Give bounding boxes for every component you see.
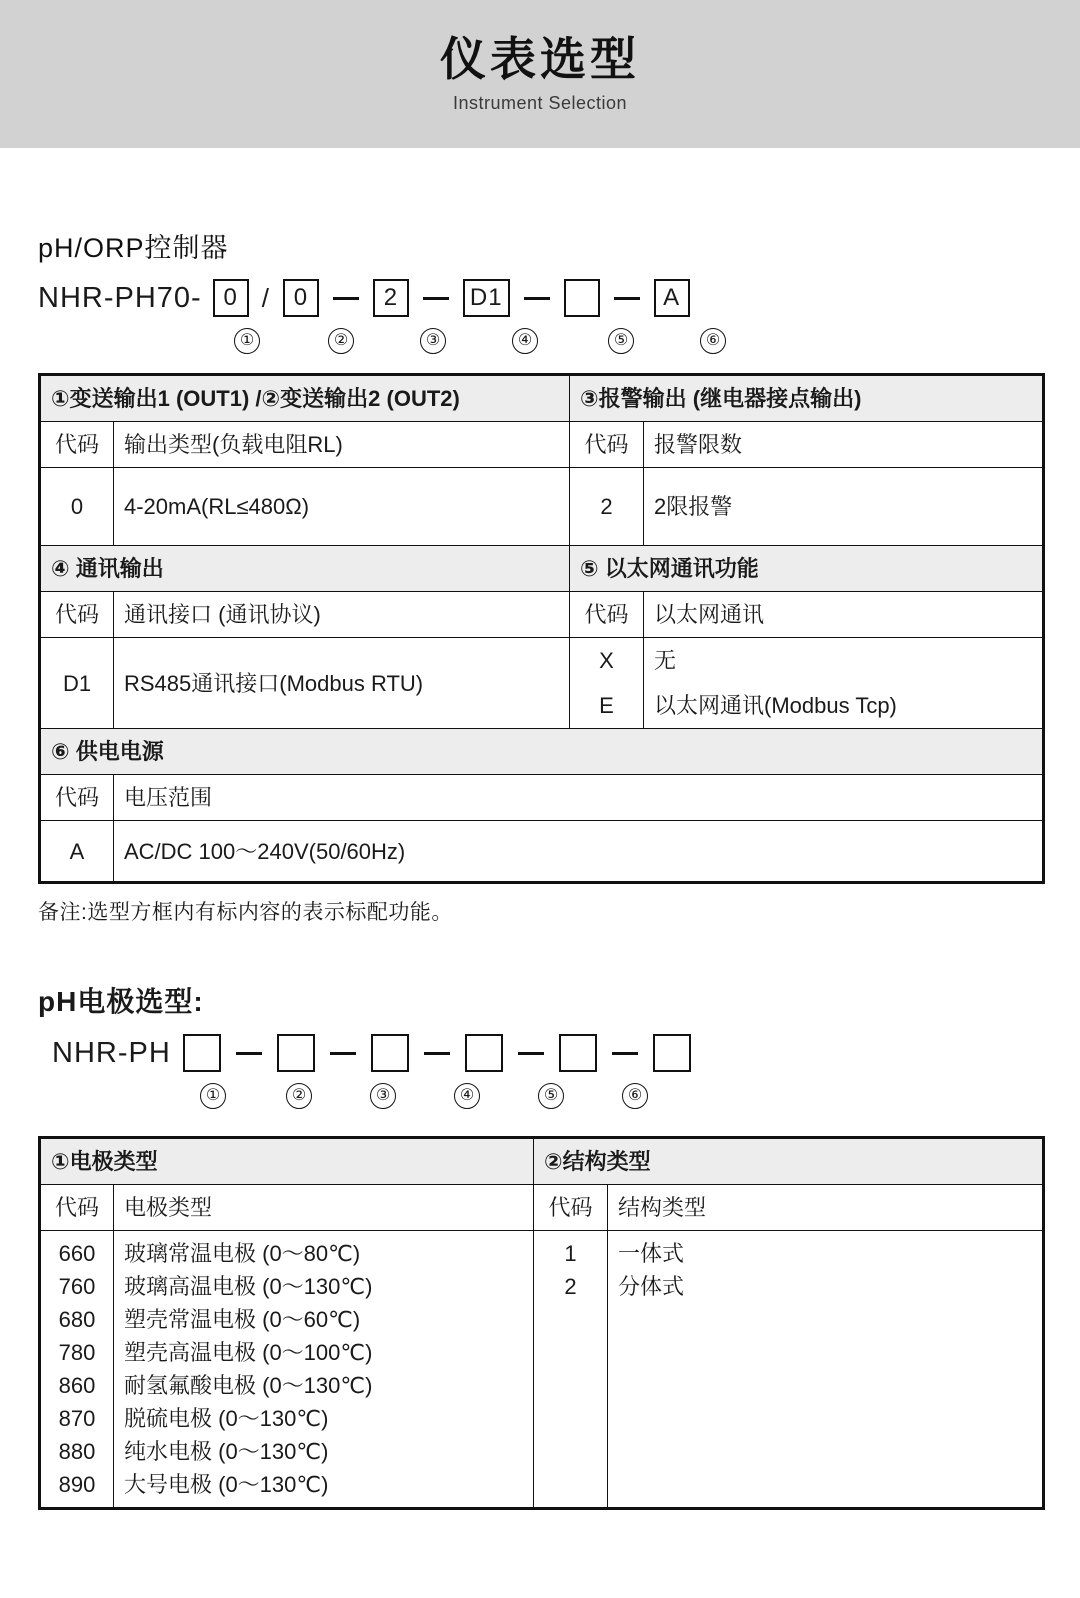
table2-row1-code-right: E bbox=[570, 683, 644, 729]
list-item: 塑壳高温电极 (0～100℃) bbox=[124, 1340, 373, 1365]
table2-row0-code-left: D1 bbox=[40, 638, 114, 729]
table1-header-right: ③报警输出 (继电器接点输出) bbox=[570, 375, 1044, 422]
controller-note: 备注:选型方框内有标内容的表示标配功能。 bbox=[38, 901, 453, 924]
table2-header-left: ④ 通讯输出 bbox=[40, 546, 570, 592]
dash-icon bbox=[330, 1052, 356, 1055]
dash-icon bbox=[236, 1052, 262, 1055]
table3-col-name: 电压范围 bbox=[114, 775, 1044, 821]
electrode-code-box-3[interactable] bbox=[371, 1034, 409, 1072]
electrode-marker-2: ② bbox=[286, 1083, 312, 1109]
table2-col-name-left: 通讯接口 (通讯协议) bbox=[114, 592, 570, 638]
table2-row0-name-right: 无 bbox=[644, 638, 1044, 684]
marker-1: ① bbox=[234, 328, 260, 354]
electrode-code-box-6[interactable] bbox=[653, 1034, 691, 1072]
table-row bbox=[40, 375, 1044, 422]
electrode-marker-3: ③ bbox=[370, 1083, 396, 1109]
code-box-6[interactable]: A bbox=[654, 279, 690, 317]
table-row bbox=[40, 468, 1044, 546]
table-row bbox=[40, 821, 1044, 883]
electrode-marker-row bbox=[52, 1078, 1042, 1114]
table3-header: ⑥ 供电电源 bbox=[40, 729, 1044, 775]
list-item: 890 bbox=[58, 1472, 96, 1497]
list-item: 760 bbox=[58, 1274, 96, 1299]
controller-selection-table bbox=[38, 373, 1045, 884]
table-row bbox=[40, 729, 1044, 775]
table1-col-code-right: 代码 bbox=[570, 422, 644, 468]
electrode-code-box-2[interactable] bbox=[277, 1034, 315, 1072]
marker-6: ⑥ bbox=[700, 328, 726, 354]
table1-col-code-left: 代码 bbox=[40, 422, 114, 468]
table3-row0-name: AC/DC 100～240V(50/60Hz) bbox=[114, 821, 1044, 883]
table2-col-name-right: 以太网通讯 bbox=[644, 592, 1044, 638]
electrode-code-box-5[interactable] bbox=[559, 1034, 597, 1072]
table4-col-name-right: 结构类型 bbox=[608, 1185, 1044, 1231]
list-item: 一体式 bbox=[618, 1241, 685, 1266]
table2-row0-code-right: X bbox=[570, 638, 644, 684]
table-row bbox=[40, 638, 1044, 684]
electrode-model-code bbox=[52, 1030, 1042, 1076]
dash-icon bbox=[333, 297, 359, 300]
code-box-3[interactable]: 2 bbox=[373, 279, 409, 317]
table-row bbox=[40, 422, 1044, 468]
list-item: 分体式 bbox=[618, 1274, 685, 1299]
table4-names-right bbox=[608, 1231, 1044, 1509]
marker-5: ⑤ bbox=[608, 328, 634, 354]
list-item: 880 bbox=[58, 1439, 96, 1464]
table-row bbox=[40, 775, 1044, 821]
table-row bbox=[40, 1231, 1044, 1509]
table4-col-code-right: 代码 bbox=[534, 1185, 608, 1231]
table-row bbox=[40, 1185, 1044, 1231]
table-row bbox=[40, 546, 1044, 592]
page-banner bbox=[0, 0, 1080, 148]
list-item: 纯水电极 (0～130℃) bbox=[124, 1439, 329, 1464]
dash-icon bbox=[518, 1052, 544, 1055]
code-box-5[interactable] bbox=[564, 279, 600, 317]
controller-model-code bbox=[38, 275, 1042, 321]
code-separator: / bbox=[261, 282, 270, 313]
page-subtitle: Instrument Selection bbox=[452, 92, 628, 113]
list-item: 680 bbox=[58, 1307, 96, 1332]
list-item: 870 bbox=[58, 1406, 96, 1431]
table1-col-name-right: 报警限数 bbox=[644, 422, 1044, 468]
table1-header-left: ①变送输出1 (OUT1) /②变送输出2 (OUT2) bbox=[40, 375, 570, 422]
page-title: 仪表选型 bbox=[440, 33, 640, 86]
electrode-code-box-1[interactable] bbox=[183, 1034, 221, 1072]
dash-icon bbox=[423, 297, 449, 300]
list-item: 860 bbox=[58, 1373, 96, 1398]
electrode-model-prefix: NHR-PH bbox=[52, 1036, 171, 1069]
electrode-code-box-4[interactable] bbox=[465, 1034, 503, 1072]
controller-marker-row bbox=[38, 323, 1042, 359]
list-item: 塑壳常温电极 (0～60℃) bbox=[124, 1307, 361, 1332]
list-item: 2 bbox=[564, 1274, 577, 1299]
list-item: 660 bbox=[58, 1241, 96, 1266]
content-area bbox=[0, 226, 1080, 1510]
list-item: 耐氢氟酸电极 (0～130℃) bbox=[124, 1373, 373, 1398]
list-item: 1 bbox=[564, 1241, 577, 1266]
dash-icon bbox=[612, 1052, 638, 1055]
electrode-marker-5: ⑤ bbox=[538, 1083, 564, 1109]
electrode-heading: pH电极选型: bbox=[38, 986, 204, 1017]
table1-row0-code-left: 0 bbox=[40, 468, 114, 546]
table2-row1-name-right: 以太网通讯(Modbus Tcp) bbox=[644, 683, 1044, 729]
dash-icon bbox=[424, 1052, 450, 1055]
table-row bbox=[40, 1138, 1044, 1185]
table4-col-name-left: 电极类型 bbox=[114, 1185, 534, 1231]
table4-header-left: ①电极类型 bbox=[40, 1138, 534, 1185]
dash-icon bbox=[614, 297, 640, 300]
model-prefix: NHR-PH70- bbox=[38, 281, 202, 314]
table4-codes-left bbox=[40, 1231, 114, 1509]
table4-col-code-left: 代码 bbox=[40, 1185, 114, 1231]
table1-row0-name-right: 2限报警 bbox=[644, 468, 1044, 546]
table1-col-name-left: 输出类型(负载电阻RL) bbox=[114, 422, 570, 468]
table4-codes-right bbox=[534, 1231, 608, 1509]
list-item: 脱硫电极 (0～130℃) bbox=[124, 1406, 329, 1431]
electrode-marker-4: ④ bbox=[454, 1083, 480, 1109]
table2-row0-name-left: RS485通讯接口(Modbus RTU) bbox=[114, 638, 570, 729]
marker-2: ② bbox=[328, 328, 354, 354]
table2-col-code-left: 代码 bbox=[40, 592, 114, 638]
controller-heading: pH/ORP控制器 bbox=[38, 233, 229, 263]
table4-names-left bbox=[114, 1231, 534, 1509]
table-row bbox=[40, 592, 1044, 638]
dash-icon bbox=[524, 297, 550, 300]
code-box-1[interactable]: 0 bbox=[213, 279, 249, 317]
marker-3: ③ bbox=[420, 328, 446, 354]
list-item: 玻璃常温电极 (0～80℃) bbox=[124, 1241, 361, 1266]
list-item: 大号电极 (0～130℃) bbox=[124, 1472, 329, 1497]
code-box-4[interactable]: D1 bbox=[463, 279, 510, 317]
table2-header-right: ⑤ 以太网通讯功能 bbox=[570, 546, 1044, 592]
table3-col-code: 代码 bbox=[40, 775, 114, 821]
table1-row0-name-left: 4-20mA(RL≤480Ω) bbox=[114, 468, 570, 546]
list-item: 780 bbox=[58, 1340, 96, 1365]
table1-row0-code-right: 2 bbox=[570, 468, 644, 546]
table2-col-code-right: 代码 bbox=[570, 592, 644, 638]
electrode-selection-table bbox=[38, 1136, 1045, 1510]
electrode-marker-1: ① bbox=[200, 1083, 226, 1109]
marker-4: ④ bbox=[512, 328, 538, 354]
table4-header-right: ②结构类型 bbox=[534, 1138, 1044, 1185]
code-box-2[interactable]: 0 bbox=[283, 279, 319, 317]
list-item: 玻璃高温电极 (0～130℃) bbox=[124, 1274, 373, 1299]
electrode-marker-6: ⑥ bbox=[622, 1083, 648, 1109]
table3-row0-code: A bbox=[40, 821, 114, 883]
